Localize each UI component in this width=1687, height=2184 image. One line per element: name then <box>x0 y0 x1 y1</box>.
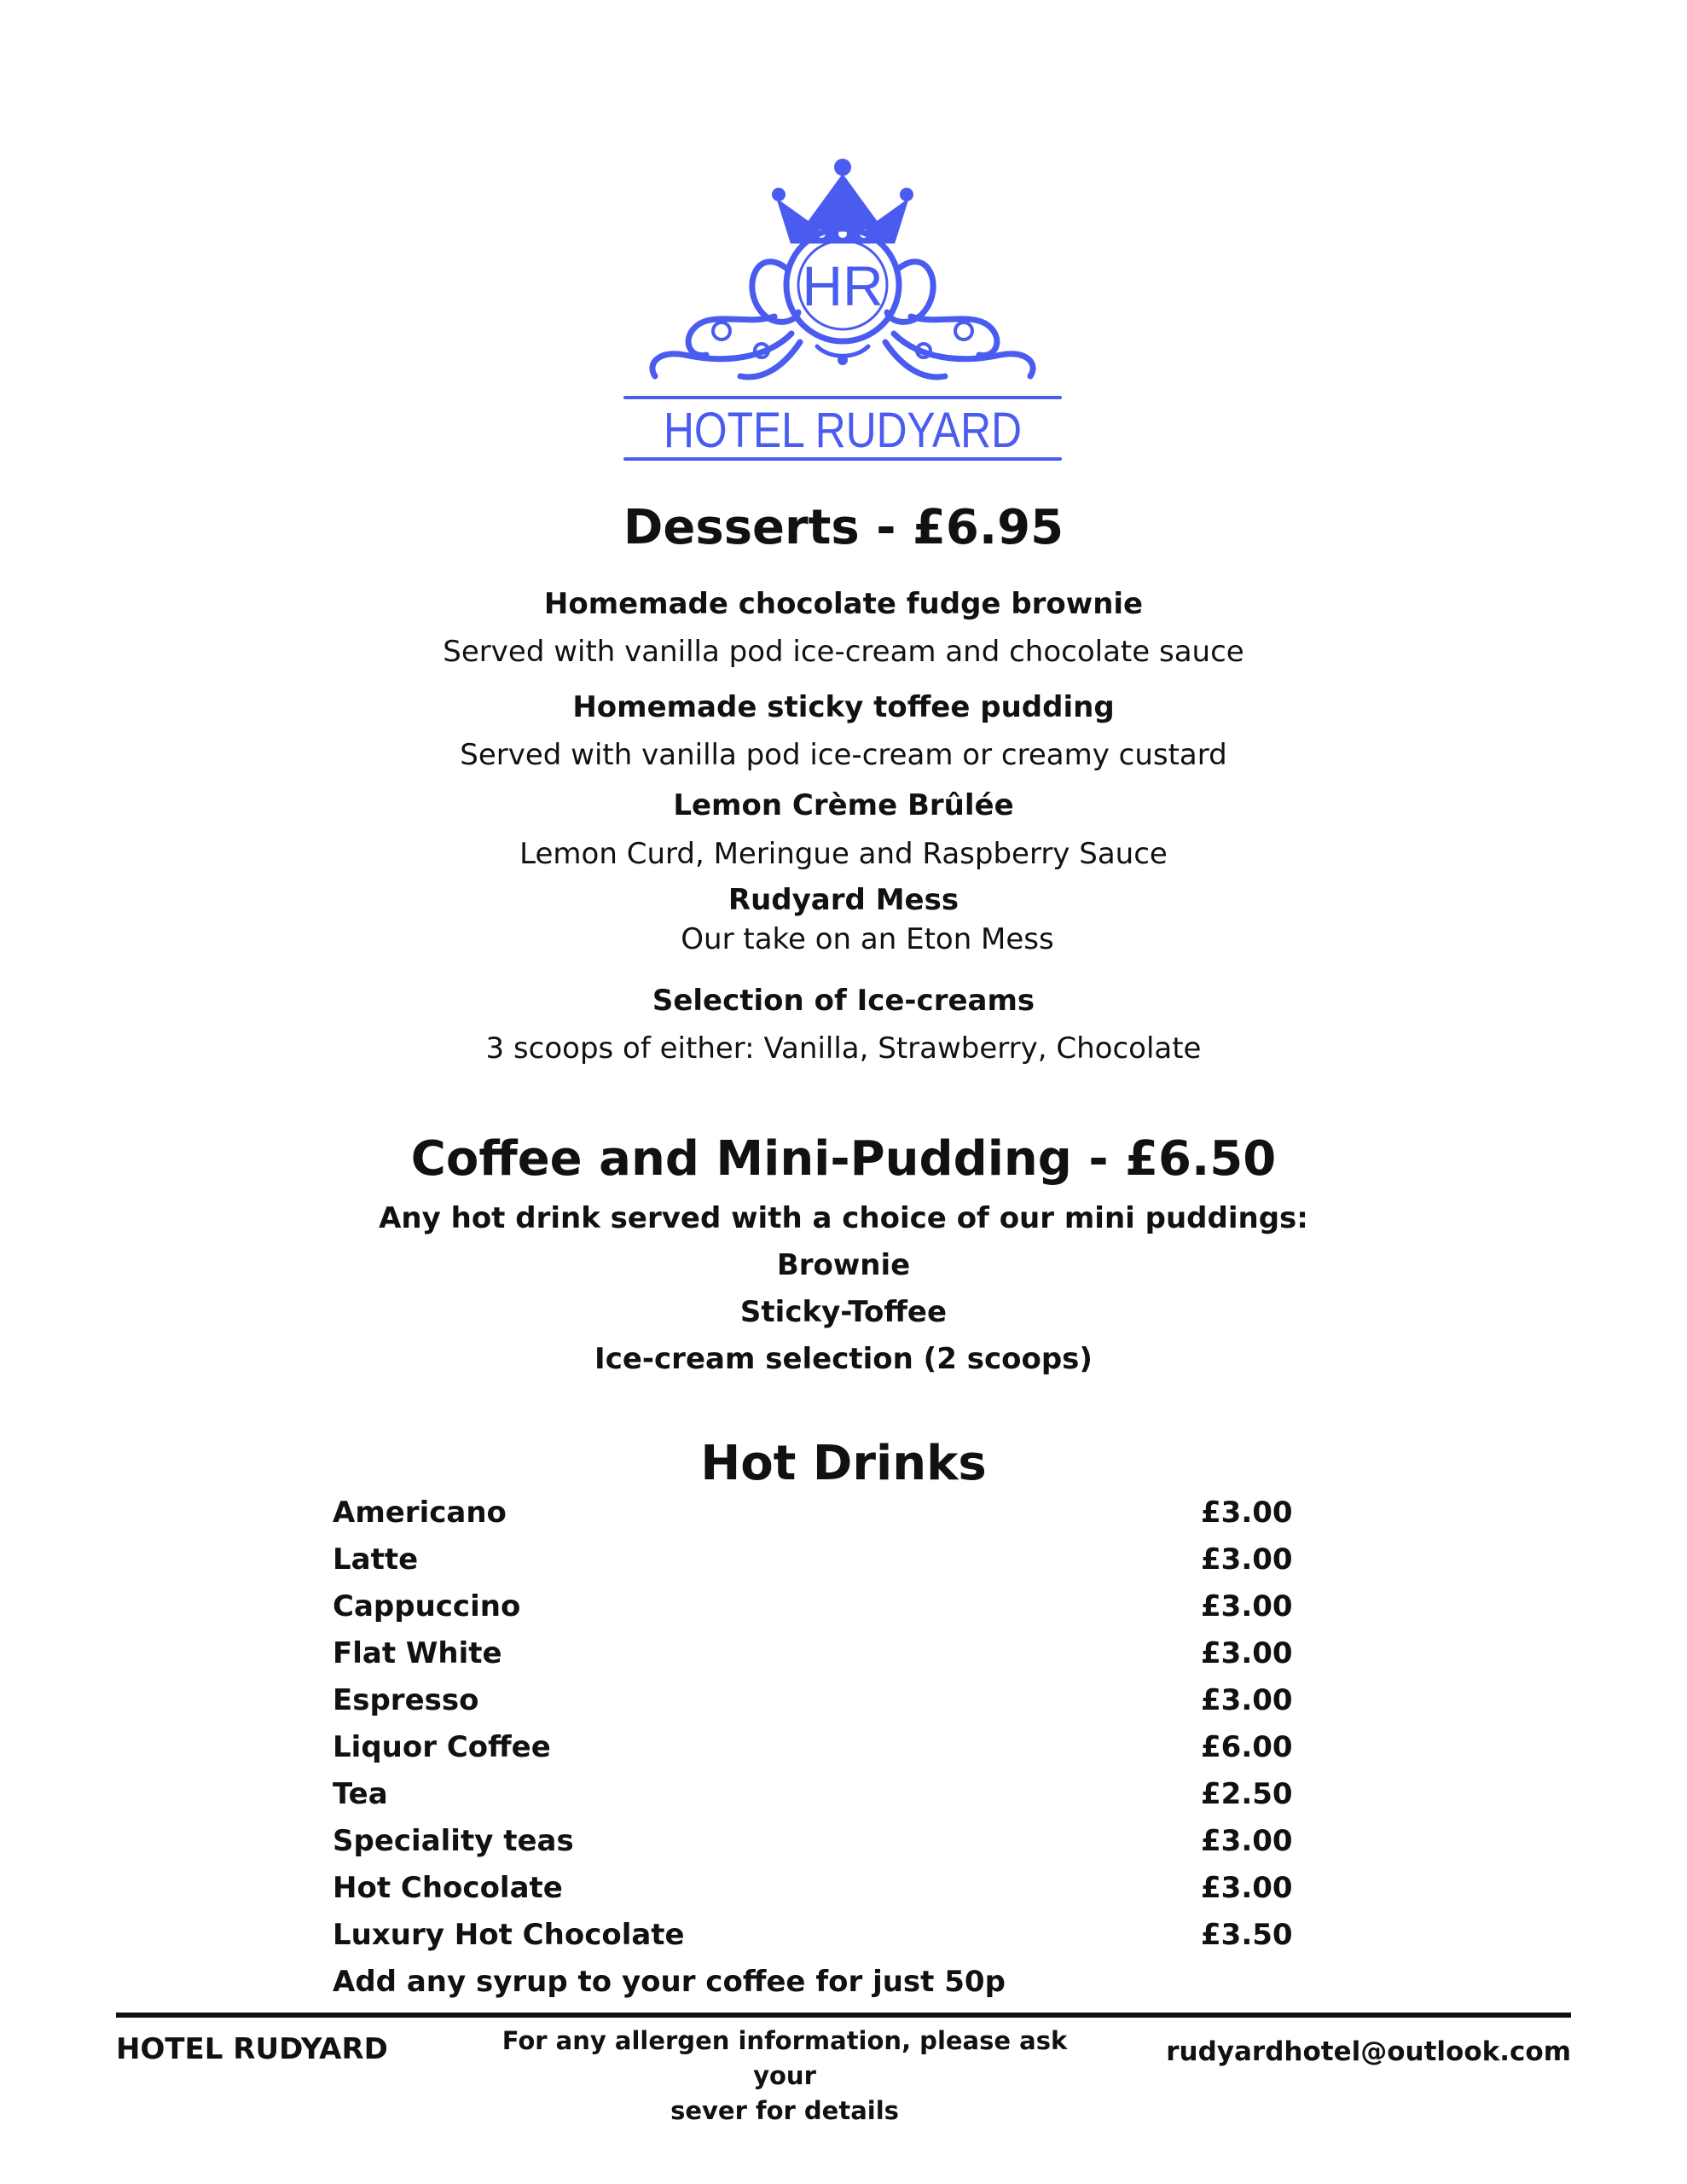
pudding-option: Ice-cream selection (2 scoops) <box>594 1342 1093 1376</box>
dessert-item-desc: Our take on an Eton Mess <box>681 922 1054 956</box>
footer-hotel-name: HOTEL RUDYARD <box>116 2032 388 2066</box>
drink-price: £3.50 <box>1201 1918 1293 1952</box>
logo-monogram: HR <box>802 254 884 317</box>
drink-row <box>333 1730 1293 1769</box>
syrup-note: Add any syrup to your coffee for just 50p <box>333 1965 1006 1999</box>
drink-name: Speciality teas <box>333 1824 574 1858</box>
drink-row <box>333 1824 1293 1863</box>
dessert-item-title: Selection of Ice-creams <box>652 984 1035 1018</box>
dessert-item-title: Lemon Crème Brûlée <box>673 788 1014 822</box>
drink-price: £2.50 <box>1201 1777 1293 1811</box>
drink-price: £3.00 <box>1201 1683 1293 1717</box>
drink-row <box>333 1542 1293 1582</box>
drink-price: £3.00 <box>1201 1589 1293 1623</box>
drink-row <box>333 1589 1293 1629</box>
drink-row <box>333 1777 1293 1816</box>
pudding-option: Sticky-Toffee <box>739 1295 948 1329</box>
drink-row <box>333 1636 1293 1676</box>
drink-name: Flat White <box>333 1636 502 1670</box>
hot-drinks-heading: Hot Drinks <box>700 1436 987 1491</box>
dessert-item-title: Homemade sticky toffee pudding <box>572 690 1115 724</box>
footer-divider <box>116 2013 1571 2018</box>
coffee-pudding-intro: Any hot drink served with a choice of our mini puddings: <box>379 1201 1308 1235</box>
drink-price: £3.00 <box>1201 1636 1293 1670</box>
drink-row <box>333 1918 1293 1957</box>
desserts-heading: Desserts - £6.95 <box>623 500 1064 555</box>
allergen-line-1: For any allergen information, please ask your <box>501 2026 1068 2090</box>
pudding-option: Brownie <box>776 1248 911 1282</box>
drink-price: £3.00 <box>1201 1496 1293 1530</box>
drink-price: £3.00 <box>1201 1824 1293 1858</box>
drink-price: £3.00 <box>1201 1871 1293 1905</box>
drink-name: Liquor Coffee <box>333 1730 551 1764</box>
drink-price: £6.00 <box>1201 1730 1293 1764</box>
logo-name: HOTEL RUDYARD <box>664 403 1022 458</box>
footer-allergen-note <box>478 2024 1092 2129</box>
allergen-line-2: sever for details <box>670 2096 899 2125</box>
drink-name: Luxury Hot Chocolate <box>333 1918 685 1952</box>
drink-name: Hot Chocolate <box>333 1871 563 1905</box>
hotel-logo <box>621 142 1064 466</box>
drink-name: Tea <box>333 1777 388 1811</box>
drink-name: Cappuccino <box>333 1589 521 1623</box>
syrup-note-row <box>333 1965 1288 2004</box>
drink-name: Latte <box>333 1542 419 1577</box>
drink-name: Americano <box>333 1496 507 1530</box>
dessert-item-desc: Served with vanilla pod ice-cream and chocolate sauce <box>443 635 1244 669</box>
footer-email[interactable]: rudyardhotel@outlook.com <box>1166 2036 1571 2067</box>
dessert-item-desc: Lemon Curd, Meringue and Raspberry Sauce <box>519 837 1168 871</box>
dessert-item-title: Rudyard Mess <box>728 883 959 917</box>
coffee-pudding-heading: Coffee and Mini-Pudding - £6.50 <box>410 1131 1277 1187</box>
dessert-item-desc: Served with vanilla pod ice-cream or creamy custard <box>460 738 1227 772</box>
drink-price: £3.00 <box>1201 1542 1293 1577</box>
dessert-item-desc: 3 scoops of either: Vanilla, Strawberry, Chocolate <box>485 1031 1202 1066</box>
drink-row <box>333 1871 1293 1910</box>
drink-row <box>333 1496 1293 1535</box>
drink-name: Espresso <box>333 1683 479 1717</box>
drink-row <box>333 1683 1293 1722</box>
dessert-item-title: Homemade chocolate fudge brownie <box>543 587 1144 621</box>
